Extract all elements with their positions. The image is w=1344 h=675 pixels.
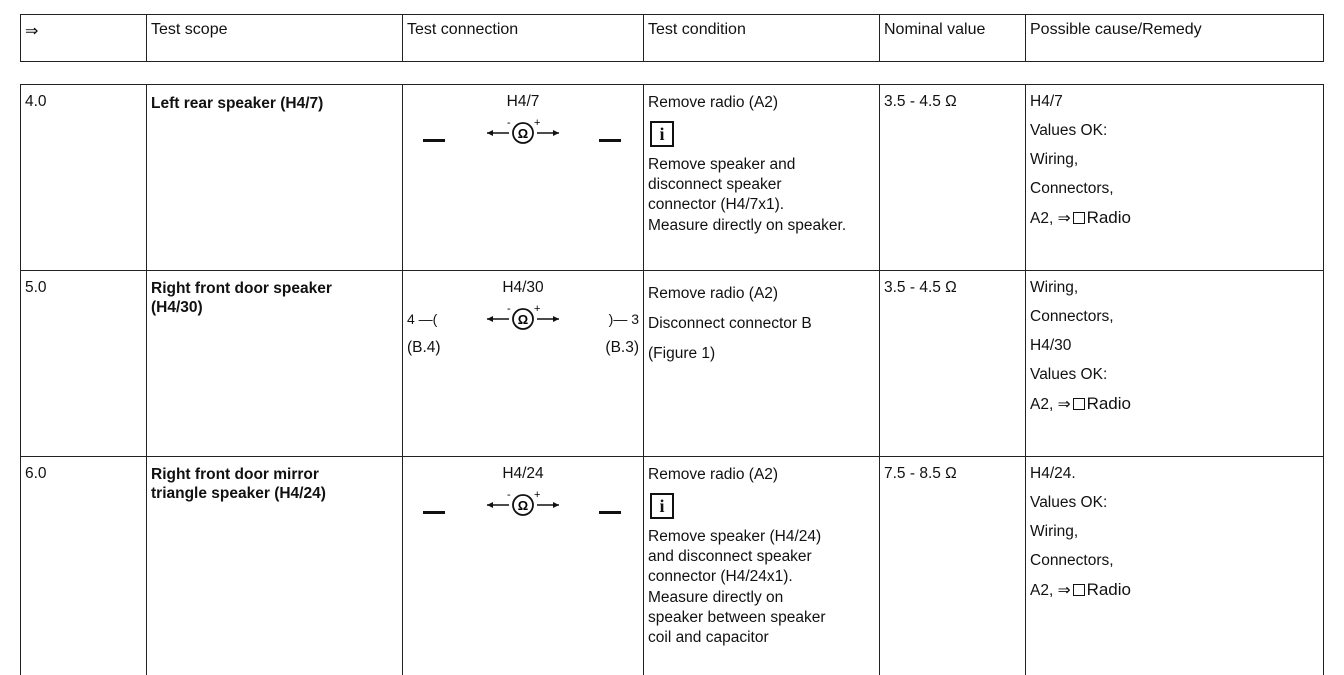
probe-right-icon [599, 511, 621, 514]
condition-line: Measure directly on [648, 588, 875, 608]
svg-text:Ω: Ω [518, 312, 528, 327]
condition-line: connector (H4/7x1). [648, 195, 875, 215]
condition-line: Remove speaker and [648, 155, 875, 175]
pin-left-label: (B.4) [407, 339, 441, 357]
cause-line: Connectors, [1030, 174, 1319, 203]
svg-text:-: - [507, 303, 511, 315]
probe-left-icon [423, 511, 445, 514]
ohmmeter-icon [485, 117, 561, 145]
header-nominal-value: Nominal value [880, 15, 1026, 62]
probe-right-icon [599, 139, 621, 142]
step-number: 6.0 [21, 457, 147, 675]
radio-reference-link[interactable]: Radio [1087, 580, 1131, 599]
scope-line: Right front door mirror [151, 465, 398, 484]
nominal-value: 3.5 - 4.5 Ω [880, 271, 1026, 457]
condition-line: Remove speaker (H4/24) [648, 527, 875, 547]
table-row [21, 271, 1324, 457]
condition-line: disconnect speaker [648, 175, 875, 195]
reference-box-icon [1073, 398, 1085, 410]
table-row [21, 457, 1324, 675]
cause-line: Values OK: [1030, 488, 1319, 517]
cause-radio-line [1030, 389, 1319, 419]
test-condition [644, 271, 880, 457]
info-icon: i [650, 121, 674, 147]
cause-line: Connectors, [1030, 302, 1319, 331]
possible-cause [1026, 85, 1324, 271]
condition-line: speaker between speaker [648, 608, 875, 628]
cause-line: Connectors, [1030, 546, 1319, 575]
condition-line: coil and capacitor [648, 628, 875, 648]
test-scope [147, 457, 403, 675]
scope-line: triangle speaker (H4/24) [151, 484, 398, 503]
cause-line: H4/7 [1030, 87, 1319, 116]
possible-cause [1026, 457, 1324, 675]
cause-radio-prefix: A2, ⇒ [1030, 582, 1071, 599]
cause-line: Values OK: [1030, 360, 1319, 389]
step-number: 4.0 [21, 85, 147, 271]
condition-line: and disconnect speaker [648, 547, 875, 567]
connection-label: H4/30 [407, 279, 639, 297]
reference-box-icon [1073, 212, 1085, 224]
info-icon: i [650, 493, 674, 519]
header-test-scope: Test scope [147, 15, 403, 62]
test-condition [644, 457, 880, 675]
connection-label: H4/24 [407, 465, 639, 483]
test-scope: Left rear speaker (H4/7) [147, 85, 403, 271]
test-table [20, 84, 1324, 675]
ohmmeter-icon [485, 489, 561, 517]
radio-reference-link[interactable]: Radio [1087, 208, 1131, 227]
cause-line: H4/24. [1030, 459, 1319, 488]
scope-line: (H4/30) [151, 298, 398, 317]
test-connection [403, 457, 644, 675]
svg-text:+: + [534, 117, 540, 129]
nominal-value: 7.5 - 8.5 Ω [880, 457, 1026, 675]
cause-line: Wiring, [1030, 273, 1319, 302]
reference-box-icon [1073, 584, 1085, 596]
step-number: 5.0 [21, 271, 147, 457]
condition-line: Measure directly on speaker. [648, 216, 875, 236]
probe-left-icon [423, 139, 445, 142]
cause-line: Values OK: [1030, 116, 1319, 145]
condition-line: Remove radio (A2) [648, 279, 875, 309]
header-test-connection: Test connection [403, 15, 644, 62]
condition-line: connector (H4/24x1). [648, 567, 875, 587]
cause-line: Wiring, [1030, 517, 1319, 546]
svg-text:-: - [507, 117, 511, 129]
header-table [20, 14, 1324, 62]
cause-radio-line [1030, 203, 1319, 233]
connection-label: H4/7 [407, 93, 639, 111]
scope-line: Right front door speaker [151, 279, 398, 298]
condition-line: Remove radio (A2) [648, 93, 875, 113]
condition-line: Disconnect connector B [648, 309, 875, 339]
possible-cause [1026, 271, 1324, 457]
header-test-condition: Test condition [644, 15, 880, 62]
svg-text:+: + [534, 303, 540, 315]
header-row [21, 15, 1324, 62]
svg-text:+: + [534, 489, 540, 501]
condition-line: (Figure 1) [648, 339, 875, 369]
cause-line: Wiring, [1030, 145, 1319, 174]
nominal-value: 3.5 - 4.5 Ω [880, 85, 1026, 271]
svg-text:-: - [507, 489, 511, 501]
radio-reference-link[interactable]: Radio [1087, 394, 1131, 413]
test-connection [403, 85, 644, 271]
header-possible-cause: Possible cause/Remedy [1026, 15, 1324, 62]
plug-left-label: 4 —( [407, 311, 437, 327]
svg-text:Ω: Ω [518, 126, 528, 141]
condition-line: Remove radio (A2) [648, 465, 875, 485]
plug-right-label: )— 3 [609, 311, 639, 327]
test-condition [644, 85, 880, 271]
svg-text:Ω: Ω [518, 498, 528, 513]
pin-right-label: (B.3) [605, 339, 639, 357]
table-row [21, 85, 1324, 271]
test-connection [403, 271, 644, 457]
cause-line: H4/30 [1030, 331, 1319, 360]
ohmmeter-icon [485, 303, 561, 331]
header-arrow: ⇒ [21, 15, 147, 62]
cause-radio-prefix: A2, ⇒ [1030, 396, 1071, 413]
test-scope [147, 271, 403, 457]
cause-radio-prefix: A2, ⇒ [1030, 210, 1071, 227]
cause-radio-line [1030, 575, 1319, 605]
